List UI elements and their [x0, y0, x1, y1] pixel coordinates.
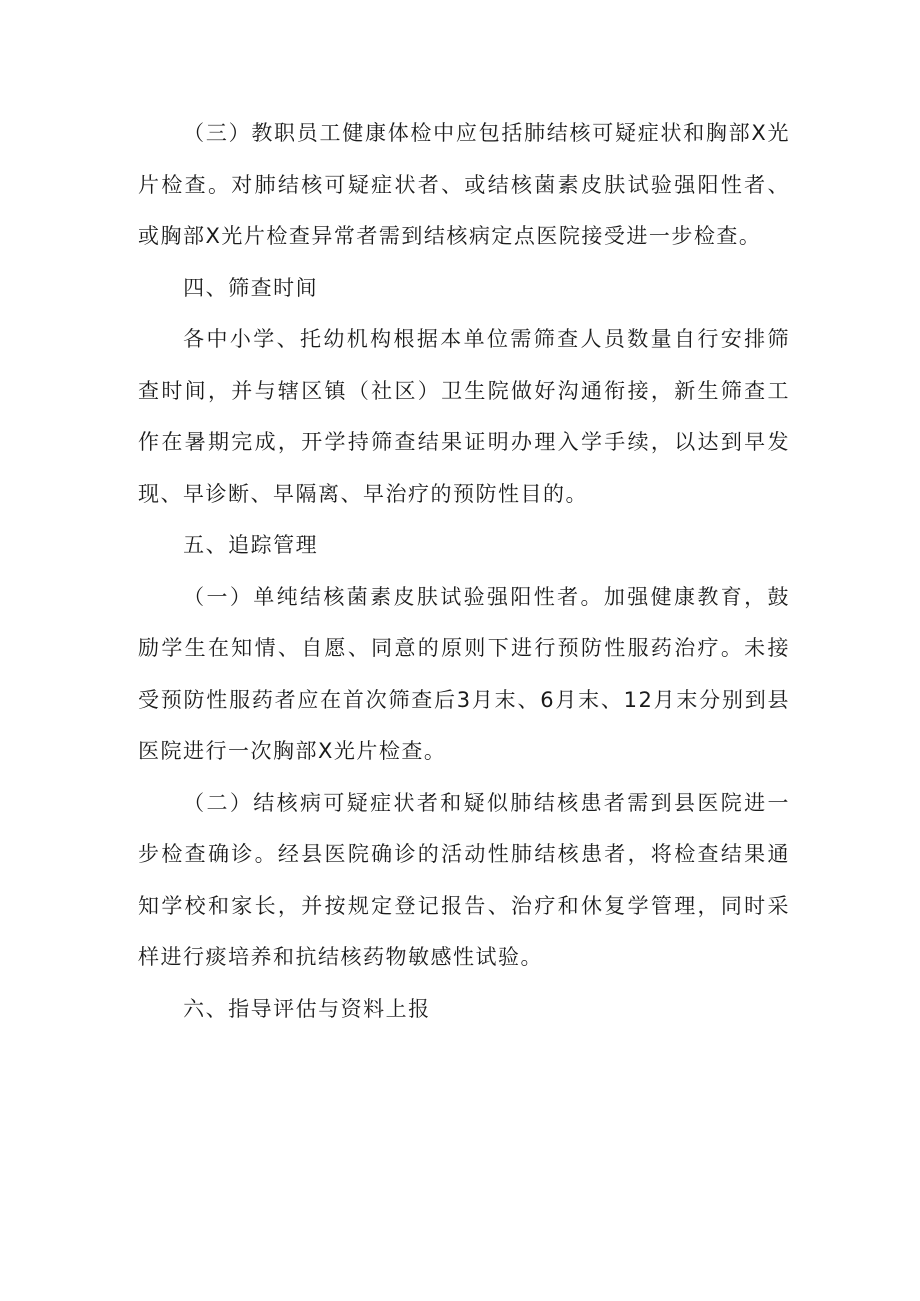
heading-follow-up: 五、追踪管理 — [183, 533, 319, 557]
paragraph-follow-up-1: （一）单纯结核菌素皮肤试验强阳性者。加强健康教育，鼓励学生在知情、自愿、同意的原则下进行预防性服药治疗。未接受预防性服药者应在首次筛查后3月末、6月末、12月末分别到县医院进行一次胸部X光片检查。 — [138, 584, 790, 763]
paragraph-follow-up-2: （二）结核病可疑症状者和疑似肺结核患者需到县医院进一步检查确诊。经县医院确诊的活动性肺结核患者，将检查结果通知学校和家长，并按规定登记报告、治疗和休复学管理，同时采样进行痰培养和抗结核药物敏感性试验。 — [138, 790, 790, 969]
heading-guidance-reporting: 六、指导评估与资料上报 — [183, 996, 431, 1021]
paragraph-staff-checkup: （三）教职员工健康体检中应包括肺结核可疑症状和胸部X光片检查。对肺结核可疑症状者、或结核菌素皮肤试验强阳性者、或胸部X光片检查异常者需到结核病定点医院接受进一步检查。 — [138, 121, 790, 248]
paragraph-screening-time: 各中小学、托幼机构根据本单位需筛查人员数量自行安排筛查时间，并与辖区镇（社区）卫生院做好沟通衔接，新生筛查工作在暑期完成，开学持筛查结果证明办理入学手续，以达到早发现、早诊断、早隔离、早治疗的预防性目的。 — [138, 327, 790, 506]
document-body — [138, 108, 790, 1035]
heading-screening-time: 四、筛查时间 — [183, 275, 319, 300]
